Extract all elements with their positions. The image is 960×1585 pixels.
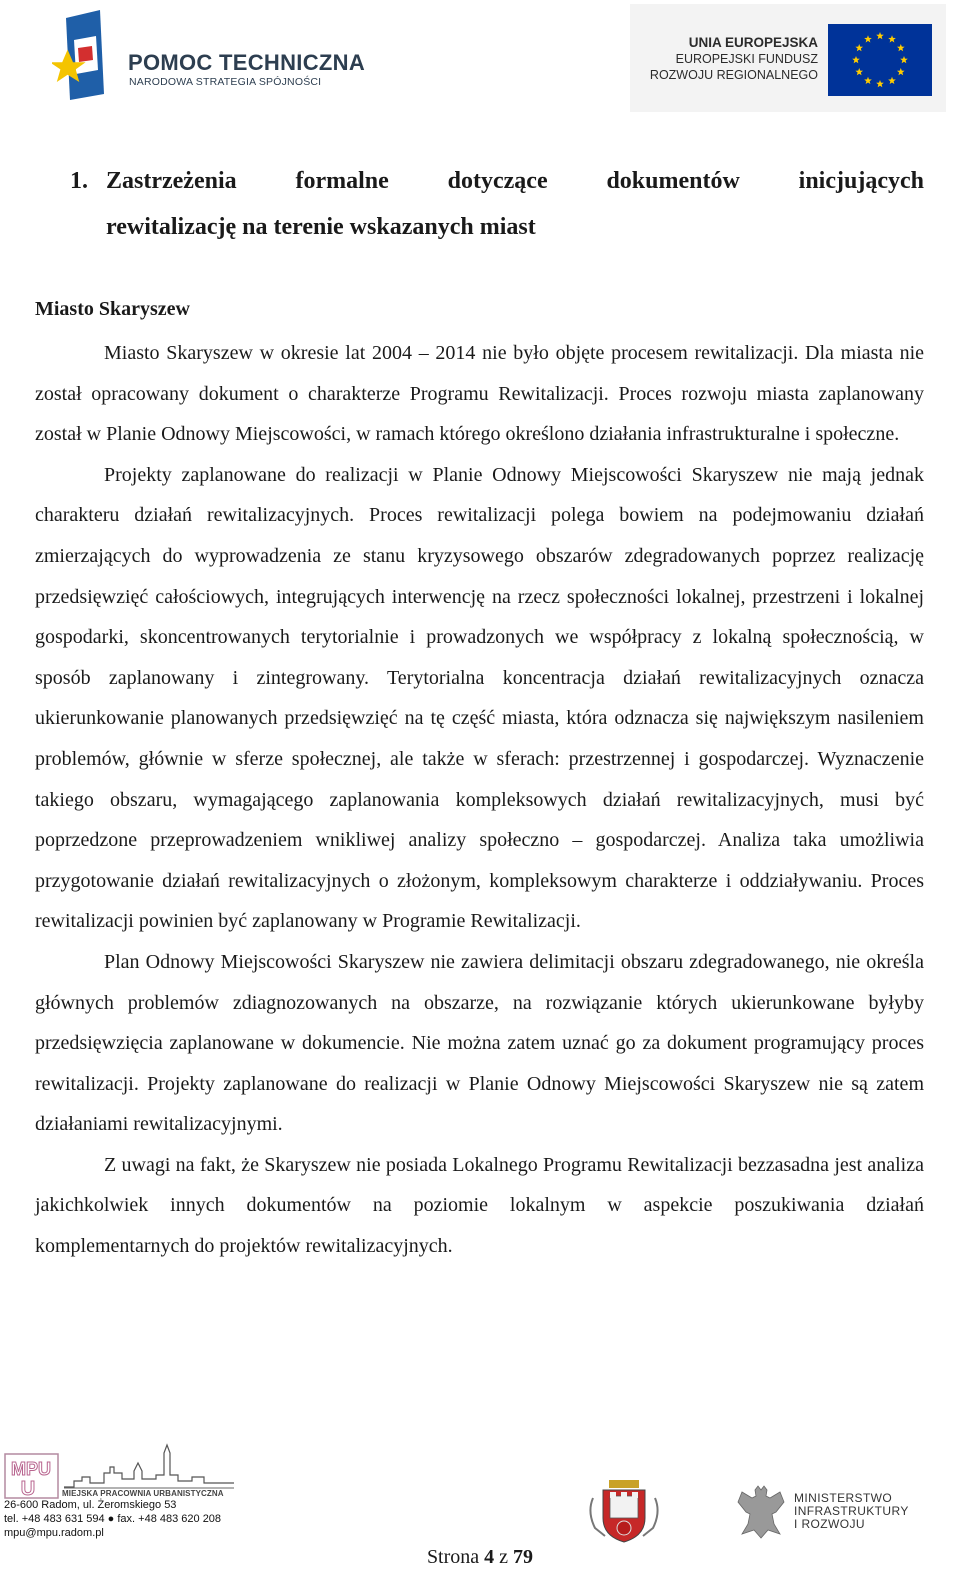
svg-text:U: U xyxy=(20,1478,36,1499)
page-current: 4 xyxy=(484,1546,495,1568)
eu-line-3: ROZWOJU REGIONALNEGO xyxy=(649,68,818,82)
eu-flag-icon xyxy=(828,24,932,96)
mpu-address: 26-600 Radom, ul. Żeromskiego 53 xyxy=(4,1499,177,1511)
eu-text xyxy=(650,35,818,83)
section-title-line-1: Zastrzeżenia formalne dotyczące dokumentów inicjujących xyxy=(106,168,924,194)
city-heading: Miasto Skaryszew xyxy=(35,298,190,320)
page-total: 79 xyxy=(513,1546,534,1568)
logo-subtitle: NARODOWA STRATEGIA SPÓJNOŚCI xyxy=(129,76,322,88)
ministry-logo-text xyxy=(794,1492,909,1531)
polish-eagle-icon xyxy=(736,1484,786,1540)
mpu-logo-icon xyxy=(4,1453,59,1499)
mpu-email: mpu@mpu.radom.pl xyxy=(4,1527,104,1539)
page-number xyxy=(0,1546,960,1569)
paragraph: Miasto Skaryszew w okresie lat 2004 – 2014 nie było objęte procesem rewitalizacji. Dla miasta nie został opracowany dokument o charakterze Programu Rewitalizacji. Proces rozwoju miasta zaplanowany został w Planie Odnowy Miejscowości, w ramach którego określono działania infrastrukturalne i społeczne. xyxy=(35,342,924,446)
ministry-line-3: I ROZWOJU xyxy=(794,1517,865,1531)
skyline-icon xyxy=(64,1443,234,1489)
radom-coat-of-arms-icon xyxy=(585,1478,663,1544)
mpu-phone-fax: tel. +48 483 631 594 ● fax. +48 483 620 208 xyxy=(4,1513,222,1525)
eu-line-2: EUROPEJSKI FUNDUSZ xyxy=(675,52,818,66)
pomoc-techniczna-emblem-icon xyxy=(52,10,110,100)
pomoc-techniczna-logo xyxy=(52,10,372,102)
document-body xyxy=(35,333,924,1267)
mpu-contact xyxy=(4,1498,221,1540)
mpu-logo-text: MPU xyxy=(11,1459,51,1479)
mpu-name: MIEJSKA PRACOWNIA URBANISTYCZNA xyxy=(62,1489,224,1498)
page-separator: z xyxy=(499,1546,509,1568)
paragraph: Plan Odnowy Miejscowości Skaryszew nie zawiera delimitacji obszaru zdegradowanego, nie określa głównych problemów zdiagnozowanych na obszarze, na rozwiązanie których ukierunkowane byłyby przedsięwzięcia zaplanowane w dokumencie. Nie można zatem uznać go za dokument programujący proces rewitalizacji. Projekty zaplanowane do realizacji w Planie Odnowy Miejscowości Skaryszew nie są zatem działaniami rewitalizacyjnymi. xyxy=(35,950,924,1136)
logo-title: POMOC TECHNICZNA xyxy=(128,50,366,75)
eu-logo xyxy=(630,4,946,112)
paragraph: Projekty zaplanowane do realizacji w Planie Odnowy Miejscowości Skaryszew nie mają jednak charakteru działań rewitalizacyjnych. Proces rewitalizacji polega bowiem na podejmowaniu działań zmierzających do wyprowadzenia ze stanu kryzysowego obszarów zdegradowanych poprzez realizację przedsięwzięć całościowych, integrujących interwencję na rzecz społeczności lokalnej, przestrzeni i lokalnej gospodarki, skoncentrowanych terytorialnie i prowadzonych we współpracy z lokalną społecznością, w sposób zaplanowany i zintegrowany. Terytorialna koncentracja działań rewitalizacyjnych oznacza ukierunkowanie planowanych przedsięwzięć na tę część miasta, która odznacza się największym nasileniem problemów, głównie w sferze społecznej, ale także w sferach: przestrzennej i gospodarczej. Wyznaczenie takiego obszaru, wymagającego zaplanowania kompleksowych działań rewitalizacyjnych, musi być poprzedzone przeprowadzeniem wnikliwej analizy społeczno – gospodarczej. Analiza taka umożliwia przygotowanie działań rewitalizacyjnych o złożonym, kompleksowym charakterze i oddziaływaniu. Proces rewitalizacji powinien być zaplanowany w Programie Rewitalizacji. xyxy=(35,463,924,933)
ministry-line-2: INFRASTRUKTURY xyxy=(794,1504,909,1518)
paragraph: Z uwagi na fakt, że Skaryszew nie posiada Lokalnego Programu Rewitalizacji bezzasadna jest analiza jakichkolwiek innych dokumentów na poziomie lokalnym w aspekcie poszukiwania działań komplementarnych do projektów rewitalizacyjnych. xyxy=(35,1153,924,1258)
ministry-line-1: MINISTERSTWO xyxy=(794,1491,893,1505)
section-title-line-2: rewitalizację na terenie wskazanych miast xyxy=(106,214,536,240)
page-prefix: Strona xyxy=(426,1546,480,1568)
mpu-footer-block xyxy=(4,1443,254,1543)
eu-line-1: UNIA EUROPEJSKA xyxy=(688,35,818,50)
section-number: 1. xyxy=(70,168,88,194)
